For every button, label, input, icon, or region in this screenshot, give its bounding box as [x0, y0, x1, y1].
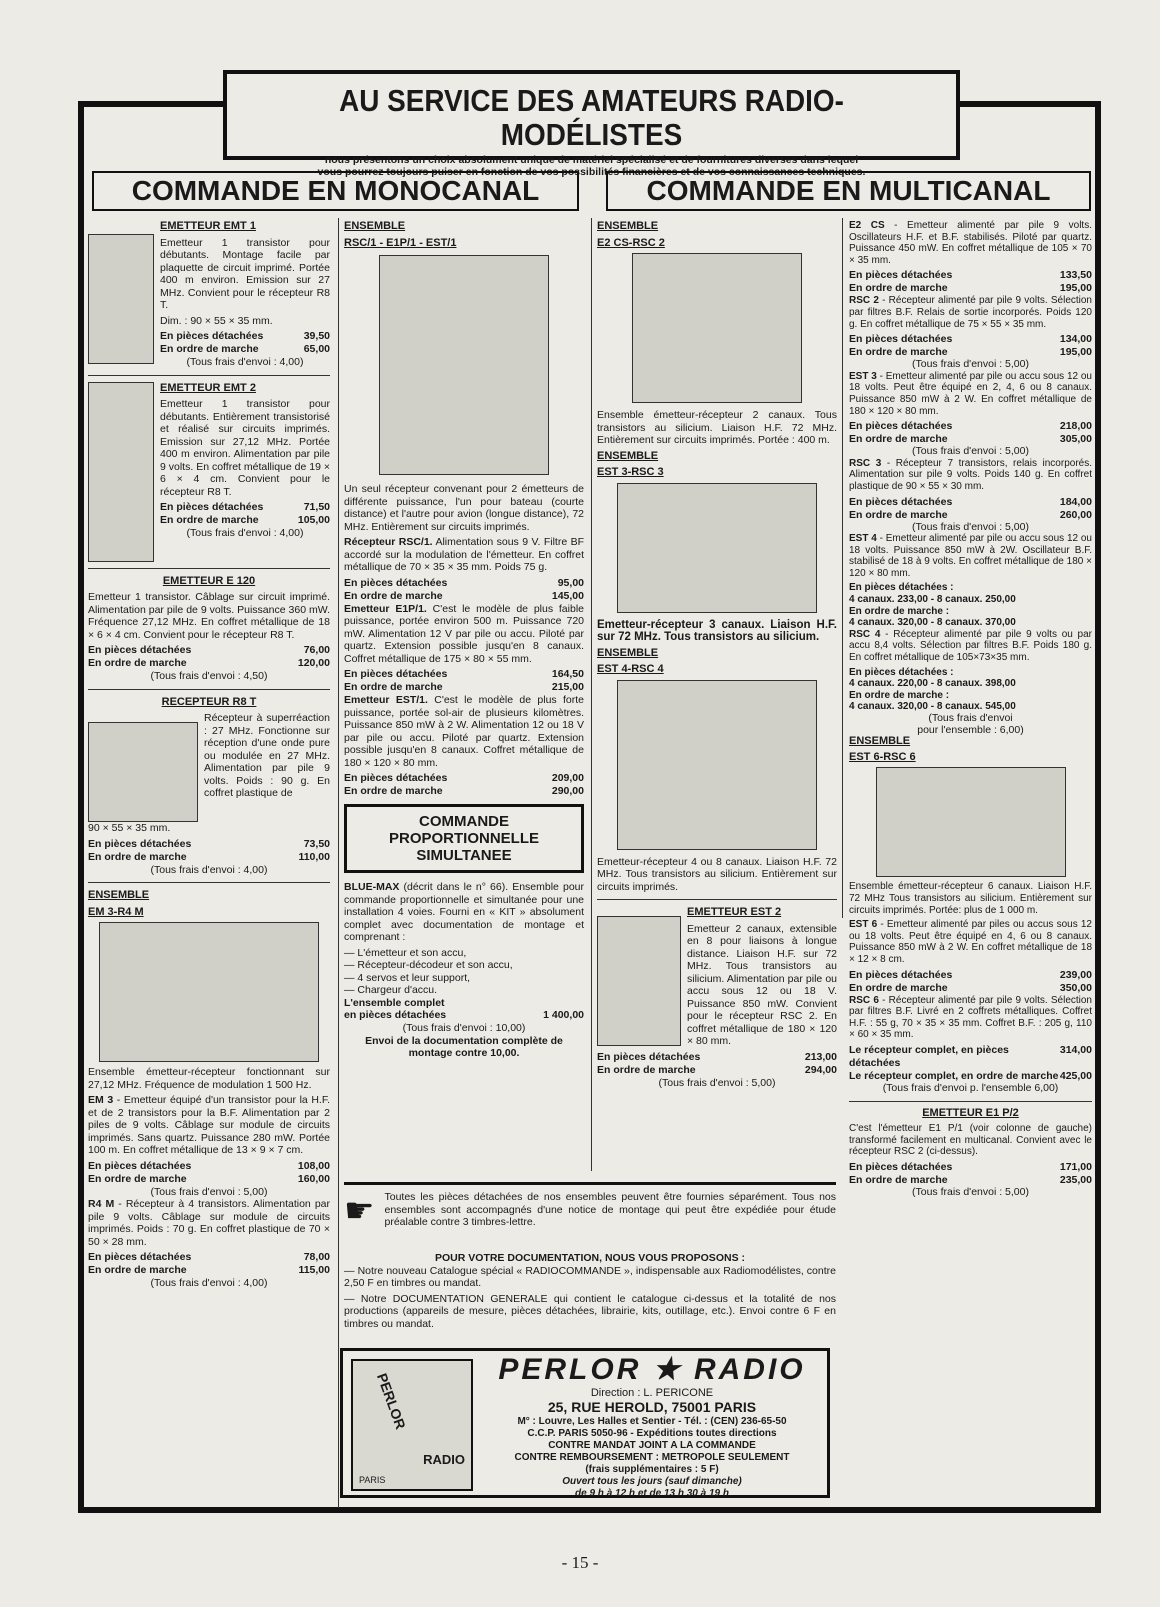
column-monocanal-1 [88, 220, 330, 1290]
perlor-logo: PERLOR RADIO PARIS [351, 1359, 473, 1491]
shipping-note: (Tous frais d'envoi : 4,00) [186, 527, 304, 539]
price-row: Le récepteur complet, en ordre de marche 425,00 [849, 1069, 1092, 1082]
product-subtitle: E2 CS-RSC 2 [597, 236, 665, 249]
price-label: En ordre de marche : [849, 689, 950, 701]
banner-line-2: vous pourrez toujours puiser en fonction de vos possibilités financières et de vos connaissances techniques. [317, 166, 866, 178]
pointing-hand-icon: ☛ [344, 1192, 375, 1230]
column-divider [591, 218, 592, 1171]
product-title: ENSEMBLE [597, 220, 659, 232]
proportional-box: COMMANDE PROPORTIONNELLE SIMULTANEE [344, 804, 584, 873]
product-description: EST 6 - Emetteur alimenté par piles ou accus sous 12 ou 18 volts. Peut être équipé en 4, 6 ou 8 canaux. Puissance 850 mW à 2 W. En coffret métallique de 18 × 12 × 8 cm. [849, 919, 1092, 965]
shipping-note: (Tous frais d'envoi : 10,00) [402, 1022, 526, 1034]
price-value: 4 canaux. 220,00 - 8 canaux. 398,00 [849, 678, 1016, 690]
shipping-note: (Tous frais d'envoi : 5,00) [912, 445, 1029, 458]
shipping-note: (Tous frais d'envoi : 5,00) [150, 1185, 268, 1198]
product-description: Ensemble émetteur-récepteur 6 canaux. Liaison H.F. 72 MHz Tous transistors au silicium. Entièrement sur circuits imprimés. Portée: plus de 1 000 m. [849, 881, 1092, 916]
price-row: en pièces détachées 1 400,00 [344, 1009, 584, 1021]
price-value: 4 canaux. 233,00 - 8 canaux. 250,00 [849, 594, 1016, 606]
ensemble-photo [379, 255, 549, 475]
banner [223, 70, 960, 178]
product-description: RSC 3 - Récepteur 7 transistors, relais incorporés. Alimentation sur pile 9 volts. Poids 140 g. En coffret plastique de 90 × 55 × 30 mm. [849, 457, 1092, 492]
product-title: EMETTEUR EMT 1 [160, 220, 256, 232]
price-row: En ordre de marche 145,00 [344, 589, 584, 602]
ensemble-photo [617, 680, 817, 850]
product-title: ENSEMBLE [344, 220, 406, 232]
price-label: En pièces détachées : [849, 666, 954, 678]
product-title: EMETTEUR EST 2 [687, 906, 782, 918]
receiver-photo [88, 722, 198, 822]
product-title: EMETTEUR E1 P/2 [922, 1106, 1019, 1119]
product-description: BLUE-MAX (décrit dans le n° 66). Ensemble pour commande proportionnelle et simultanée pour une installation 4 voies. Fourni en « KIT » absolument complet avec documentation de montage et comprenant : [344, 881, 584, 943]
price-value: 4 canaux. 320,00 - 8 canaux. 545,00 [849, 701, 1016, 713]
price-row: En pièces détachées 164,50 [344, 668, 584, 680]
price-value: 4 canaux. 320,00 - 8 canaux. 370,00 [849, 617, 1016, 629]
ensemble-photo [617, 483, 817, 613]
price-row: En pièces détachées 78,00 [88, 1251, 330, 1263]
product-description: Un seul récepteur convenant pour 2 émetteurs de différente puissance, l'un pour bateau (courte distance) et l'autre pour avion (longue distance), 72 MHz. Entièrement sur circuits imprimés. [344, 483, 584, 533]
product-dimensions: Dim. : 90 × 55 × 35 mm. [160, 314, 273, 327]
product-description: Emetteur 1 transistor. Câblage sur circuit imprimé. Alimentation par pile de 9 volts. Puissance 360 mW. Fréquence 27,12 MHz. En coffret métallique de 18 × 6 × 4 cm. Convient pour le récepteur R8 T. [88, 591, 330, 641]
shipping-note: (Tous frais d'envoi : 4,00) [150, 863, 268, 876]
price-row: En ordre de marche 215,00 [344, 681, 584, 693]
perlor-info: PERLOR ★ RADIO Direction : L. PERICONE 25, RUE HEROLD, 75001 PARIS M° : Louvre, Les Halles et Sentier - Tél. : (CEN) 236-65-50 C.C.P. PARIS 5050-96 - Expéditions toutes directions CONTRE MANDAT JOINT A LA COMMANDE CONTRE REMBOURSEMENT : METROPOLE SEULEMENT (frais supplémentaires : 5 F) Ouvert tous les jours (sauf dimanche) de 9 h à 12 h et de 13 h 30 à 19 h [477, 1353, 827, 1500]
company-name: PERLOR ★ RADIO [498, 1353, 806, 1386]
documentation-block [344, 1252, 836, 1333]
price-row: En pièces détachées 73,50 [88, 837, 330, 850]
doc-item: — Notre nouveau Catalogue spécial « RADIOCOMMANDE », indispensable aux Radiomodélistes, contre 2,50 F en timbres ou mandat. [344, 1264, 836, 1289]
product-description: EST 3 - Emetteur alimenté par pile ou accu sous 12 ou 18 volts. Peut être équipé en 2, 4, 6 ou 8 canaux. Puissance 850 mW à 2 W. En coffret métallique de 180 × 120 × 80 mm. [849, 370, 1092, 417]
shipping-note: (Tous frais d'envoi p. l'ensemble 6,00) [882, 1081, 1059, 1094]
product-description: RSC 4 - Récepteur alimenté par pile 9 volts ou par accu 8,4 volts. Sélection par filtres B.F. Poids 180 g. En coffret métallique de 105×73×35 mm. [849, 628, 1093, 664]
product-description: Ensemble émetteur-récepteur fonctionnant sur 27,12 MHz. Fréquence de modulation 1 500 Hz. [88, 1066, 330, 1091]
price-row: En ordre de marche 110,00 [88, 850, 330, 863]
shipping-note: (Tous frais d'envoi : 5,00) [912, 358, 1029, 371]
price-row: En ordre de marche 105,00 [160, 514, 330, 526]
price-label: L'ensemble complet [344, 996, 445, 1009]
product-description: Emetteur 1 transistor pour débutants. Montage facile par plaquette de circuit imprimé. Portée 400 m environ. Emission sur 27 MHz. Convient pour le récepteur R8 T. [160, 236, 330, 311]
notice-text: Toutes les pièces détachées de nos ensembles peuvent être fournies séparément. Tous nos ensembles sont accompagnés d'une notice de montage qui peut être expédiée pour étude préalable contre 3 timbres-lettre. [384, 1191, 836, 1228]
notice-block [344, 1182, 836, 1232]
product-description: Emetteur E1P/1. C'est le modèle de plus faible puissance, portée environ 500 m. Puissance 720 mW. Alimentation 12 V par pile ou accu. Piloté par quartz. Extension possible jusqu'en 8 canaux. Coffret métallique de 175 × 80 × 55 mm. [344, 602, 584, 665]
list-item: — L'émetteur et son accu, [344, 946, 467, 959]
multi-heading: COMMANDE EN MULTICANAL [606, 171, 1091, 211]
product-description: Récepteur RSC/1. Alimentation sous 9 V. Filtre BF accordé sur la modulation de l'émetteur. En coffret métallique de 70 × 35 × 35 mm. Poids 75 g. [344, 536, 584, 573]
product-subtitle: EST 4-RSC 4 [597, 663, 664, 675]
transmitter-photo [88, 234, 154, 364]
product-subtitle: EST 6-RSC 6 [849, 750, 916, 763]
product-description: RSC 2 - Récepteur alimenté par pile 9 volts. Sélection par filtres B.F. Relais de sortie incorporés. Poids 120 g. En coffret métallique de 75 × 55 × 35 mm. [849, 295, 1092, 330]
price-row: En ordre de marche 350,00 [849, 981, 1092, 994]
product-description: RSC 6 - Récepteur alimenté par pile 9 volts. Sélection par filtres B.F. Livré en 2 coffrets métalliques. Coffret H.F. : 55 g, 70 × 35 × 35 mm. Coffret B.F. : 205 g, 110 × 60 × 35 mm. [849, 994, 1092, 1041]
price-row: En ordre de marche 290,00 [344, 785, 584, 797]
doc-note: Envoi de la documentation complète de montage contre 10,00. [365, 1034, 563, 1059]
shipping-note: (Tous frais d'envoi : 4,00) [186, 356, 304, 368]
shipping-note: pour l'ensemble : 6,00) [917, 723, 1024, 736]
product-title: EMETTEUR EMT 2 [160, 381, 256, 394]
column-multicanal-1 [597, 220, 837, 1089]
product-title: ENSEMBLE [849, 735, 911, 748]
shipping-note: (Tous frais d'envoi [928, 712, 1013, 724]
product-description: Récepteur à superréaction : 27 MHz. Fonctionne sur réception d'une onde pure ou modulée en 27 MHz. Alimentation par pile 9 volts. Poids : 90 g. En coffret plastique de [204, 712, 330, 799]
product-title: RECEPTEUR R8 T [161, 695, 257, 708]
product-title: ENSEMBLE [597, 646, 659, 659]
price-row: En ordre de marche 235,00 [849, 1173, 1092, 1186]
product-title: ENSEMBLE [597, 449, 659, 462]
transmitter-photo [88, 382, 154, 562]
price-label: En pièces détachées : [849, 582, 954, 594]
price-row: En pièces détachées 39,50 [160, 330, 330, 342]
product-description: Ensemble émetteur-récepteur 2 canaux. Tous transistors au silicium. Liaison H.F. 72 MHz. Entièrement sur circuits imprimés. Portée : 400 m. [597, 409, 837, 446]
column-divider [338, 218, 339, 1508]
shipping-note: (Tous frais d'envoi : 4,00) [150, 1277, 268, 1289]
shipping-note: (Tous frais d'envoi : 5,00) [912, 1185, 1029, 1198]
mono-heading: COMMANDE EN MONOCANAL [92, 171, 579, 211]
price-row: En pièces détachées 171,00 [849, 1160, 1092, 1173]
product-description: EST 4 - Emetteur alimenté par pile ou accu sous 12 ou 18 volts. Puissance 850 mW à 2W. Oscillateur B.F. stabilisé de 18 à 9 volts. En coffret métallique de 180 × 120 × 80 mm. [849, 533, 1092, 579]
product-description: EM 3 - Emetteur équipé d'un transistor pour la H.F. et de 2 transistors pour la B.F. Alimentation par 2 piles de 9 volts. Câblage sur module de circuits imprimés. Sans quartz. Puissance 280 mW. Portée 100 m. En coffret métallique de 13 × 9 × 7 cm. [88, 1094, 330, 1156]
product-dimensions: 90 × 55 × 35 mm. [88, 822, 171, 834]
doc-title: POUR VOTRE DOCUMENTATION, NOUS VOUS PROPOSONS : [435, 1252, 745, 1264]
price-row: En pièces détachées 95,00 [344, 576, 584, 589]
price-row: En ordre de marche 195,00 [849, 282, 1092, 295]
transmitter-photo [597, 916, 681, 1046]
price-row: En pièces détachées 133,50 [849, 269, 1092, 282]
list-item: — Récepteur-décodeur et son accu, [344, 959, 513, 971]
price-row: En ordre de marche 305,00 [849, 433, 1092, 446]
product-subtitle: RSC/1 - E1P/1 - EST/1 [344, 236, 457, 249]
price-row: En pièces détachées 134,00 [849, 333, 1092, 346]
price-row: En ordre de marche 294,00 [597, 1063, 837, 1076]
product-title: ENSEMBLE [88, 889, 150, 901]
column-multicanal-2 [849, 220, 1092, 1198]
price-row: En ordre de marche 260,00 [849, 508, 1092, 521]
column-monocanal-2 [344, 220, 584, 1060]
product-description: E2 CS - Emetteur alimenté par pile 9 volts. Oscillateurs H.F. et B.F. stabilisés. Piloté par quartz. Puissance 450 mW. En coffret métallique de 105 × 70 × 35 mm. [849, 220, 1092, 266]
price-row: En ordre de marche 65,00 [160, 343, 330, 355]
shipping-note: (Tous frais d'envoi : 5,00) [912, 520, 1029, 533]
product-subtitle: EM 3-R4 M [88, 905, 144, 918]
price-row: En pièces détachées 71,50 [160, 501, 330, 513]
product-subtitle: EST 3-RSC 3 [597, 466, 664, 478]
ensemble-photo [632, 253, 802, 403]
price-row: En ordre de marche 160,00 [88, 1172, 330, 1185]
price-row: En pièces détachées 213,00 [597, 1050, 837, 1063]
ensemble-photo [876, 767, 1066, 877]
product-description: Emetteur 2 canaux, extensible en 8 pour liaisons à longue distance. Liaison H.F. sur 72 MHz. Tous transistors au silicium. Alimentation par pile ou accu sous 12 ou 18 V. Puissance 850 mW. Convient pour le récepteur RSC 2. En coffret métallique de 180 × 120 × 80 mm. [687, 922, 837, 1047]
perlor-radio-box [340, 1348, 830, 1498]
price-row: En pièces détachées 76,00 [88, 644, 330, 656]
price-row: En ordre de marche 115,00 [88, 1264, 330, 1276]
product-description: C'est l'émetteur E1 P/1 (voir colonne de gauche) transformé facilement en multicanal. Convient avec le récepteur RSC 2 (ci-dessus). [849, 1123, 1092, 1158]
banner-line-1: nous présentons un choix absolument unique de matériel spécialisé et de fournitures diverses dans lequel [324, 154, 859, 166]
list-item: — Chargeur d'accu. [344, 984, 438, 996]
product-description: Emetteur 1 transistor pour débutants. Entièrement transistorisé et réalisé sur circuits imprimés. Emission sur 27,12 MHz. Portée 400 m environ. Alimentation par pile 9 volts. En coffret métallique de 19 × 6 × 4 cm. Convient pour le récepteur R8 T. [160, 398, 330, 498]
product-description: Emetteur-récepteur 4 ou 8 canaux. Liaison H.F. 72 MHz. Tous transistors au silicium. Entièrement sur circuits imprimés. [597, 855, 837, 893]
page-number: - 15 - [561, 1553, 599, 1572]
price-label: En ordre de marche : [849, 605, 950, 617]
column-divider [842, 218, 843, 918]
price-row: En pièces détachées 209,00 [344, 772, 584, 784]
price-row: En ordre de marche 120,00 [88, 657, 330, 669]
price-row: En ordre de marche 195,00 [849, 346, 1092, 359]
shipping-note: (Tous frais d'envoi : 5,00) [658, 1076, 776, 1089]
product-description: R4 M - Récepteur à 4 transistors. Alimentation par pile 9 volts. Câblage sur module de circuits imprimés. Poids : 70 g. En coffret plastique de 70 × 50 × 28 mm. [88, 1198, 330, 1248]
price-row: Le récepteur complet, en pièces détachées 314,00 [849, 1043, 1092, 1069]
price-row: En pièces détachées 218,00 [849, 420, 1092, 433]
price-row: En pièces détachées 184,00 [849, 495, 1092, 508]
product-description: Emetteur EST/1. C'est le modèle de plus forte puissance, portée sol-air de plusieurs kilomètres. Puissance 850 mW à 2 W. Alimentation 12 ou 18 V par pile ou accu. Piloté par quartz. Extension possible jusqu'en 8 canaux. Coffret métallique de 180 × 120 × 80 mm. [344, 694, 584, 769]
price-row: En pièces détachées 108,00 [88, 1159, 330, 1172]
doc-item: — Notre DOCUMENTATION GENERALE qui contient le catalogue ci-dessus et la totalité de nos productions (appareils de mesure, pièces détachées, librairie, kits, outillage, etc.). Envoi contre 6 F en timbres ou mandat. [344, 1292, 836, 1330]
product-description: Emetteur-récepteur 3 canaux. Liaison H.F. sur 72 MHz. Tous transistors au silicium. [597, 618, 837, 643]
shipping-note: (Tous frais d'envoi : 4,50) [150, 670, 268, 682]
ensemble-photo [99, 922, 319, 1062]
price-row: En pièces détachées 239,00 [849, 968, 1092, 981]
list-item: — 4 servos et leur support, [344, 971, 471, 984]
product-title: EMETTEUR E 120 [162, 574, 256, 587]
banner-title: AU SERVICE DES AMATEURS RADIO-MODÉLISTES [339, 83, 844, 152]
